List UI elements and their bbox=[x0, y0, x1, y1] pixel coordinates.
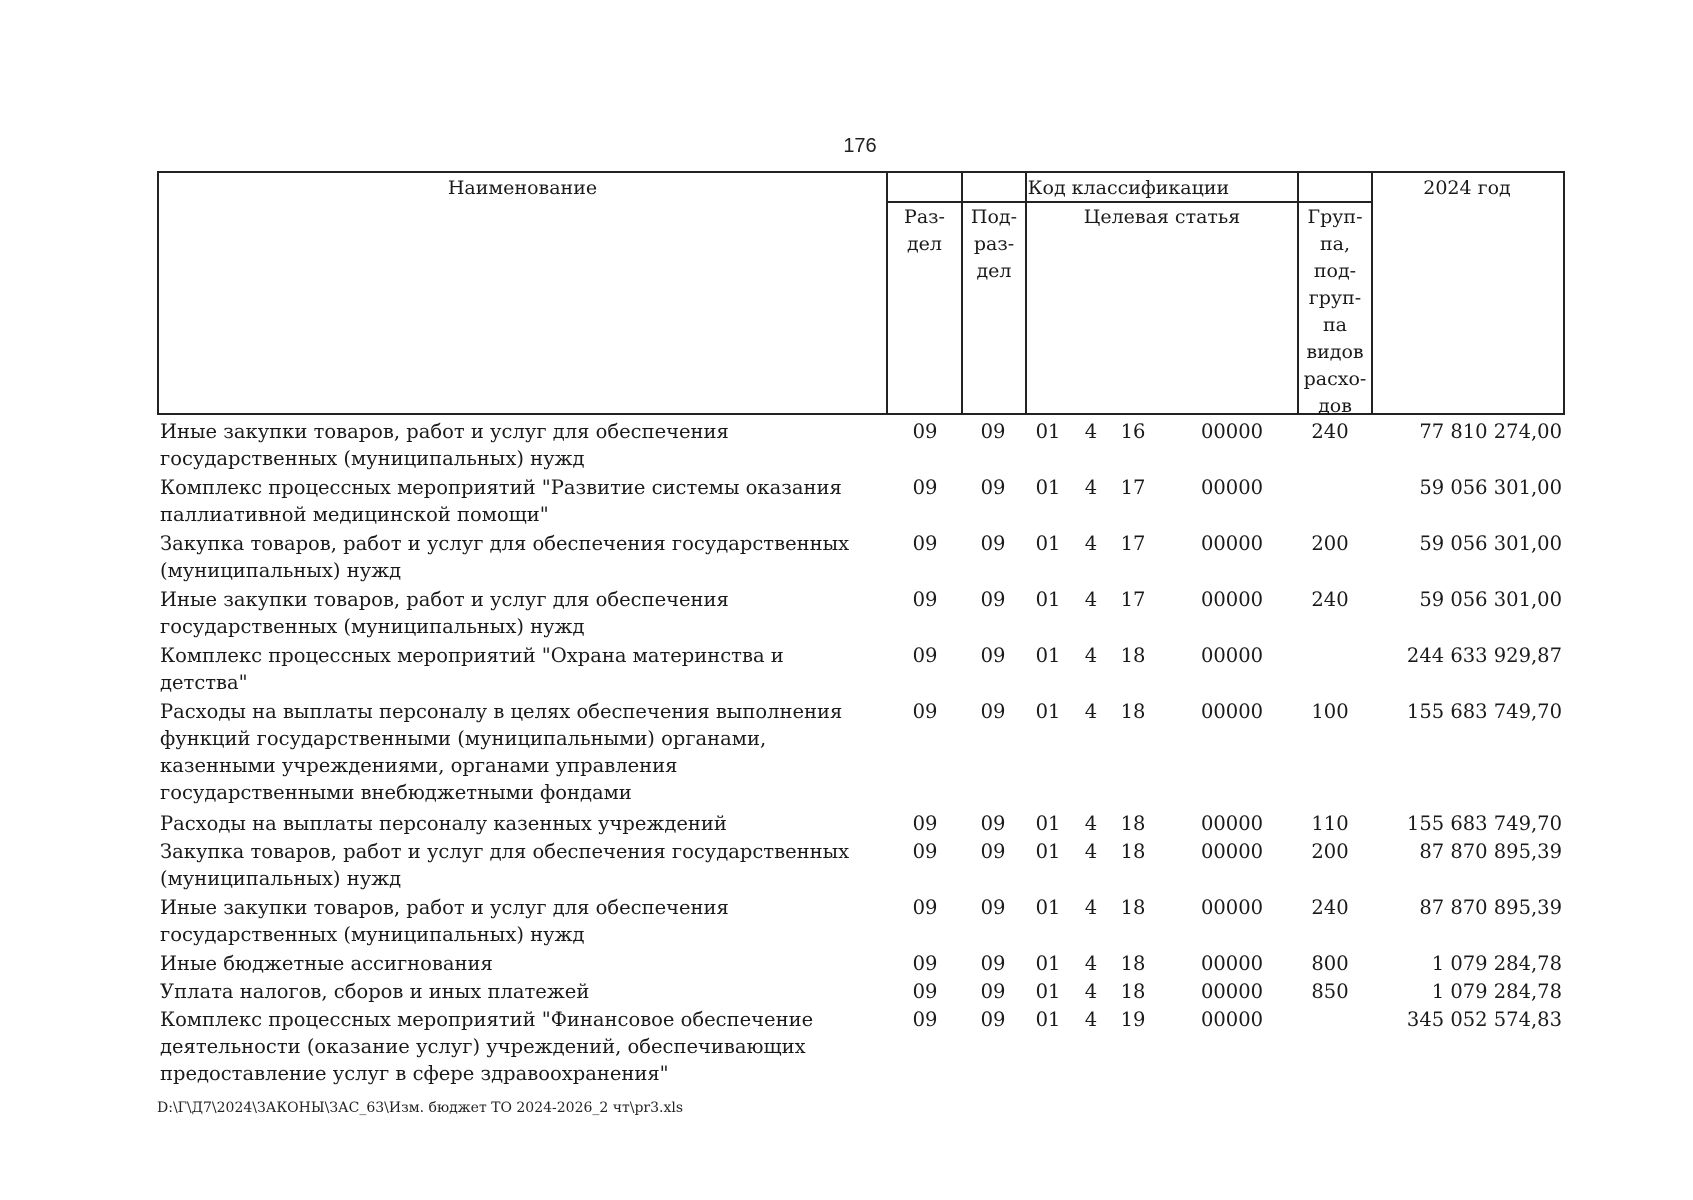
row-target-part: 00000 bbox=[1200, 532, 1264, 555]
row-target-part: 4 bbox=[1084, 812, 1098, 835]
row-target-part: 4 bbox=[1084, 532, 1098, 555]
row-target-part: 17 bbox=[1120, 532, 1146, 555]
row-name: Закупка товаров, работ и услуг для обеспечения государственных (муниципальных) нужд bbox=[160, 840, 850, 890]
row-target-part: 00000 bbox=[1200, 476, 1264, 499]
row-podrazdel: 09 bbox=[980, 980, 1006, 1003]
row-target-part: 17 bbox=[1120, 588, 1146, 611]
row-razdel: 09 bbox=[912, 476, 938, 499]
row-podrazdel: 09 bbox=[980, 644, 1006, 667]
row-target-part: 00000 bbox=[1200, 1008, 1264, 1031]
row-name: Иные закупки товаров, работ и услуг для обеспечения государственных (муниципальных) нужд bbox=[160, 588, 729, 638]
page-number: 176 bbox=[843, 135, 877, 157]
row-target-part: 18 bbox=[1120, 840, 1146, 863]
row-target-part: 4 bbox=[1084, 1008, 1098, 1031]
row-podrazdel: 09 bbox=[980, 952, 1006, 975]
row-target-part: 00000 bbox=[1200, 840, 1264, 863]
row-podrazdel: 09 bbox=[980, 896, 1006, 919]
row-target-part: 4 bbox=[1084, 840, 1098, 863]
row-target-part: 01 bbox=[1035, 532, 1061, 555]
row-target-part: 01 bbox=[1035, 476, 1061, 499]
row-target-part: 00000 bbox=[1200, 588, 1264, 611]
row-target-part: 4 bbox=[1084, 980, 1098, 1003]
row-expense-type: 850 bbox=[1311, 980, 1349, 1003]
row-podrazdel: 09 bbox=[980, 420, 1006, 443]
row-amount: 1 079 284,78 bbox=[1431, 980, 1562, 1003]
row-podrazdel: 09 bbox=[980, 840, 1006, 863]
row-target-part: 00000 bbox=[1200, 812, 1264, 835]
row-target-part: 4 bbox=[1084, 896, 1098, 919]
header-divider bbox=[1371, 173, 1373, 413]
row-amount: 1 079 284,78 bbox=[1431, 952, 1562, 975]
row-target-part: 00000 bbox=[1200, 700, 1264, 723]
header-razdel: Раз- дел bbox=[904, 206, 945, 255]
row-target-part: 18 bbox=[1120, 700, 1146, 723]
file-path: D:\Г\Д7\2024\ЗАКОНЫ\ЗАС_63\Изм. бюджет ТО 2024-2026_2 чт\pr3.xls bbox=[157, 1100, 684, 1116]
row-razdel: 09 bbox=[912, 532, 938, 555]
row-amount: 345 052 574,83 bbox=[1406, 1008, 1562, 1031]
row-podrazdel: 09 bbox=[980, 812, 1006, 835]
row-target-part: 00000 bbox=[1200, 952, 1264, 975]
row-expense-type: 100 bbox=[1311, 700, 1349, 723]
row-target-part: 01 bbox=[1035, 980, 1061, 1003]
row-name: Закупка товаров, работ и услуг для обеспечения государственных (муниципальных) нужд bbox=[160, 532, 850, 582]
row-name: Расходы на выплаты персоналу казенных учреждений bbox=[160, 812, 727, 835]
row-target-part: 18 bbox=[1120, 896, 1146, 919]
row-target-part: 4 bbox=[1084, 952, 1098, 975]
row-target-part: 01 bbox=[1035, 644, 1061, 667]
row-amount: 87 870 895,39 bbox=[1419, 896, 1562, 919]
header-podrazdel: Под- раз- дел bbox=[970, 206, 1018, 282]
row-razdel: 09 bbox=[912, 1008, 938, 1031]
row-name: Иные закупки товаров, работ и услуг для обеспечения государственных (муниципальных) нужд bbox=[160, 896, 729, 946]
row-target-part: 01 bbox=[1035, 588, 1061, 611]
row-expense-type: 200 bbox=[1311, 840, 1349, 863]
row-amount: 59 056 301,00 bbox=[1419, 532, 1562, 555]
row-target-part: 18 bbox=[1120, 644, 1146, 667]
row-target-part: 00000 bbox=[1200, 644, 1264, 667]
header-target: Целевая статья bbox=[1083, 206, 1241, 228]
row-name: Комплекс процессных мероприятий "Финансовое обеспечение деятельности (оказание услуг) учреждений, обеспечивающих предоставление услуг в сфере здравоохранения" bbox=[160, 1008, 814, 1085]
row-razdel: 09 bbox=[912, 952, 938, 975]
row-target-part: 00000 bbox=[1200, 896, 1264, 919]
row-name: Иные закупки товаров, работ и услуг для обеспечения государственных (муниципальных) нужд bbox=[160, 420, 729, 470]
row-podrazdel: 09 bbox=[980, 1008, 1006, 1031]
row-target-part: 4 bbox=[1084, 644, 1098, 667]
row-razdel: 09 bbox=[912, 896, 938, 919]
row-target-part: 4 bbox=[1084, 476, 1098, 499]
row-amount: 155 683 749,70 bbox=[1406, 812, 1562, 835]
row-amount: 77 810 274,00 bbox=[1419, 420, 1562, 443]
row-name: Расходы на выплаты персоналу в целях обеспечения выполнения функций государственными (муниципальными) органами, казенными учреждениями, органами управления государственными внебюджетными фондами bbox=[160, 700, 843, 804]
row-podrazdel: 09 bbox=[980, 588, 1006, 611]
row-expense-type: 240 bbox=[1311, 420, 1349, 443]
row-razdel: 09 bbox=[912, 644, 938, 667]
row-podrazdel: 09 bbox=[980, 700, 1006, 723]
row-target-part: 01 bbox=[1035, 700, 1061, 723]
row-target-part: 4 bbox=[1084, 588, 1098, 611]
row-target-part: 01 bbox=[1035, 420, 1061, 443]
header-vr: Груп- па, под- груп- па видов расхо- дов bbox=[1303, 206, 1367, 417]
row-target-part: 01 bbox=[1035, 952, 1061, 975]
table-header bbox=[157, 171, 1565, 415]
row-amount: 244 633 929,87 bbox=[1406, 644, 1562, 667]
row-target-part: 00000 bbox=[1200, 980, 1264, 1003]
row-target-part: 01 bbox=[1035, 896, 1061, 919]
row-razdel: 09 bbox=[912, 700, 938, 723]
row-podrazdel: 09 bbox=[980, 476, 1006, 499]
row-razdel: 09 bbox=[912, 812, 938, 835]
row-target-part: 4 bbox=[1084, 700, 1098, 723]
row-amount: 87 870 895,39 bbox=[1419, 840, 1562, 863]
row-target-part: 00000 bbox=[1200, 420, 1264, 443]
row-target-part: 19 bbox=[1120, 1008, 1146, 1031]
row-amount: 59 056 301,00 bbox=[1419, 476, 1562, 499]
row-expense-type: 800 bbox=[1311, 952, 1349, 975]
row-razdel: 09 bbox=[912, 420, 938, 443]
row-target-part: 18 bbox=[1120, 812, 1146, 835]
row-target-part: 18 bbox=[1120, 952, 1146, 975]
row-razdel: 09 bbox=[912, 980, 938, 1003]
row-target-part: 16 bbox=[1120, 420, 1146, 443]
row-podrazdel: 09 bbox=[980, 532, 1006, 555]
header-year: 2024 год bbox=[1423, 177, 1511, 199]
row-name: Иные бюджетные ассигнования bbox=[160, 952, 493, 975]
row-razdel: 09 bbox=[912, 840, 938, 863]
row-expense-type: 240 bbox=[1311, 588, 1349, 611]
row-target-part: 01 bbox=[1035, 840, 1061, 863]
row-razdel: 09 bbox=[912, 588, 938, 611]
row-amount: 59 056 301,00 bbox=[1419, 588, 1562, 611]
row-name: Уплата налогов, сборов и иных платежей bbox=[160, 980, 590, 1003]
row-expense-type: 240 bbox=[1311, 896, 1349, 919]
row-name: Комплекс процессных мероприятий "Развитие системы оказания паллиативной медицинской помощи" bbox=[160, 476, 842, 526]
header-name: Наименование bbox=[447, 177, 598, 199]
row-target-part: 01 bbox=[1035, 1008, 1061, 1031]
row-target-part: 4 bbox=[1084, 420, 1098, 443]
row-expense-type: 110 bbox=[1311, 812, 1349, 835]
row-target-part: 17 bbox=[1120, 476, 1146, 499]
row-name: Комплекс процессных мероприятий "Охрана материнства и детства" bbox=[160, 644, 784, 694]
row-target-part: 01 bbox=[1035, 812, 1061, 835]
header-code-group: Код классификации bbox=[1027, 177, 1230, 199]
row-expense-type: 200 bbox=[1311, 532, 1349, 555]
row-amount: 155 683 749,70 bbox=[1406, 700, 1562, 723]
row-target-part: 18 bbox=[1120, 980, 1146, 1003]
